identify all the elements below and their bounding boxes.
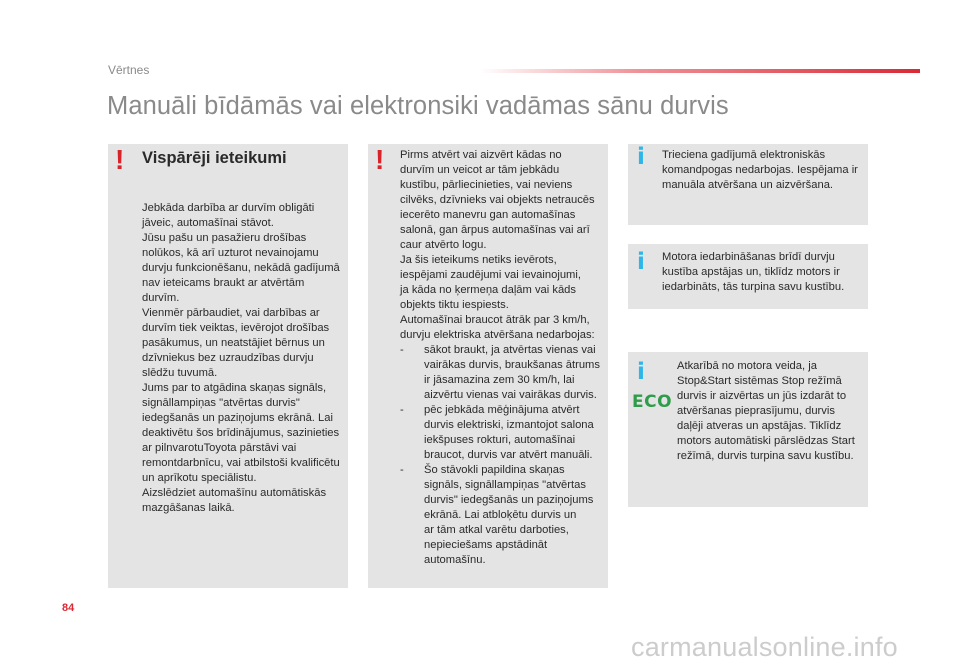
text-line: Stop&Start sistēmas Stop režīmā — [677, 375, 842, 387]
text-line: nav ieteicams braukt ar atvērtām — [142, 277, 305, 289]
text-line: durvīm. — [142, 292, 180, 304]
page-title: Manuāli bīdāmās vai elektronsiki vadāmas sānu durvis — [107, 92, 729, 120]
text-line: Aizslēdziet automašīnu automātiskās — [142, 487, 327, 499]
text-line: komandpogas nedarbojas. Iespējama ir — [662, 164, 858, 176]
header-accent-bar — [480, 69, 920, 73]
text-line: iedarbināts, tās turpina savu kustību. — [662, 281, 845, 293]
text-line: Jums par to atgādina skaņas signāls, — [142, 382, 327, 394]
text-line: remontdarbnīcu, vai atbilstoši kvalificētu — [142, 457, 340, 469]
text-line: ar pilnvarotuToyota pārstāvi vai — [142, 442, 297, 454]
list-item — [400, 403, 600, 463]
text-line: durvis" iedegšanās un paziņojums — [424, 494, 594, 506]
text-line: salonā, gan ārpus automašīnas vai arī — [400, 224, 590, 236]
info-engine-start-text — [662, 250, 844, 295]
text-line: slēdžu tuvumā. — [142, 367, 218, 379]
text-line: nepieciešams apstādināt — [424, 539, 548, 551]
text-line: Ja šis ieteikums netiks ievērots, — [400, 254, 557, 266]
text-line: deaktivētu šos brīdinājumus, sazinieties — [142, 427, 340, 439]
text-line: dzīvniekus bez uzraudzības durvju — [142, 352, 314, 364]
text-line: mazgāšanas laikā. — [142, 502, 235, 514]
info-icon: i — [637, 359, 645, 385]
info-icon: i — [637, 249, 645, 275]
text-line: Šo stāvokli papildina skaņas — [424, 464, 565, 476]
text-line: pēc jebkāda mēģinājuma atvērt — [424, 404, 580, 416]
text-line: Atkarībā no motora veida, ja — [677, 360, 817, 372]
text-line: kustību, pārliecinieties, vai neviens — [400, 179, 573, 191]
text-line: režīmā, durvis turpina savu kustību. — [677, 450, 854, 462]
text-line: Pirms atvērt vai aizvērt kādas no — [400, 149, 562, 161]
section-label: Vērtnes — [108, 63, 150, 77]
list-dash: - — [400, 344, 404, 356]
text-line: pasākumus, un neatstājiet bērnus un — [142, 337, 325, 349]
door-warning-text — [400, 148, 600, 568]
text-line: Jebkāda darbība ar durvīm obligāti — [142, 202, 315, 214]
text-line: iekšpuses rokturi, automašīnai — [424, 434, 576, 446]
text-line: Motora iedarbināšanas brīdī durvju — [662, 251, 835, 263]
text-line: nolūkos, kā arī uzturot nevainojamu — [142, 247, 319, 259]
text-line: durvīm tiek veiktas, ievērojot drošības — [142, 322, 330, 334]
text-line: caur atvērto logu. — [400, 239, 487, 251]
text-line: ar tām atkal varētu darboties, — [424, 524, 569, 536]
list-item — [400, 343, 600, 403]
info-icon: i — [637, 144, 645, 170]
text-line: Vienmēr pārbaudiet, vai darbības ar — [142, 307, 320, 319]
text-line: iecerēto manevru gan automašīnas — [400, 209, 576, 221]
warning-icon: ! — [115, 144, 125, 175]
text-line: durvis elektriski, izmantojot salona — [424, 419, 594, 431]
text-line: atvēršanas pieprasījumu, durvis — [677, 405, 835, 417]
text-line: manuāla atvēršana un aizvēršana. — [662, 179, 834, 191]
text-line: un aprīkotu speciālistu. — [142, 472, 257, 484]
text-line: vairākas durvis, braukšanas ātrums — [424, 359, 600, 371]
general-advice-heading: Vispārēji ieteikumi — [142, 149, 287, 167]
text-line: durvju elektriska atvēršana nedarbojas: — [400, 329, 595, 341]
text-line: ja kāda no ķermeņa daļām vai kāds — [400, 284, 576, 296]
text-line: braucot, durvis var atvērt manuāli. — [424, 449, 593, 461]
page-number: 84 — [62, 602, 75, 614]
text-line: iedegšanās un paziņojums ekrānā. Lai — [142, 412, 333, 424]
info-stop-start-text — [677, 359, 855, 464]
text-line: Jūsu pašu un pasažieru drošības — [142, 232, 307, 244]
general-advice-text — [142, 201, 340, 516]
text-line: sākot braukt, ja atvērtas vienas vai — [424, 344, 596, 356]
text-line: jāveic, automašīnai stāvot. — [142, 217, 274, 229]
text-line: durvīm un veicot ar tām jebkādu — [400, 164, 560, 176]
text-line: durvju funkcionēšanu, nekādā gadījumā — [142, 262, 340, 274]
text-line: aizvērtu vienas vai vairākas durvis. — [424, 389, 597, 401]
eco-icon: ECO — [632, 392, 673, 412]
text-line: kustība apstājas un, tiklīdz motors ir — [662, 266, 840, 278]
text-line: daļēji atveras un apstājas. Tiklīdz — [677, 420, 842, 432]
text-line: durvis ir aizvērtas un jūs izdarāt to — [677, 390, 847, 402]
watermark: carmanualsonline.info — [631, 632, 898, 662]
text-line: Automašīnai braucot ātrāk par 3 km/h, — [400, 314, 590, 326]
text-line: motors automātiski pārslēdzas Start — [677, 435, 855, 447]
text-line: ir jāsamazina zem 30 km/h, lai — [424, 374, 575, 386]
text-line: iespējami zaudējumi vai ievainojumi, — [400, 269, 581, 281]
warning-icon: ! — [375, 144, 385, 175]
text-line: signāls, signāllampiņas "atvērtas — [424, 479, 586, 491]
text-line: ekrānā. Lai atbloķētu durvis un — [424, 509, 577, 521]
list-dash: - — [400, 464, 404, 476]
text-line: cilvēks, dzīvnieks vai objekts netraucēs — [400, 194, 595, 206]
text-line: Trieciena gadījumā elektroniskās — [662, 149, 826, 161]
text-line: signāllampiņas "atvērtas durvis" — [142, 397, 300, 409]
text-line: objekts tiktu iespiests. — [400, 299, 509, 311]
list-dash: - — [400, 404, 404, 416]
list-item — [400, 463, 600, 568]
info-impact-text — [662, 148, 858, 193]
text-line: automašīnu. — [424, 554, 486, 566]
